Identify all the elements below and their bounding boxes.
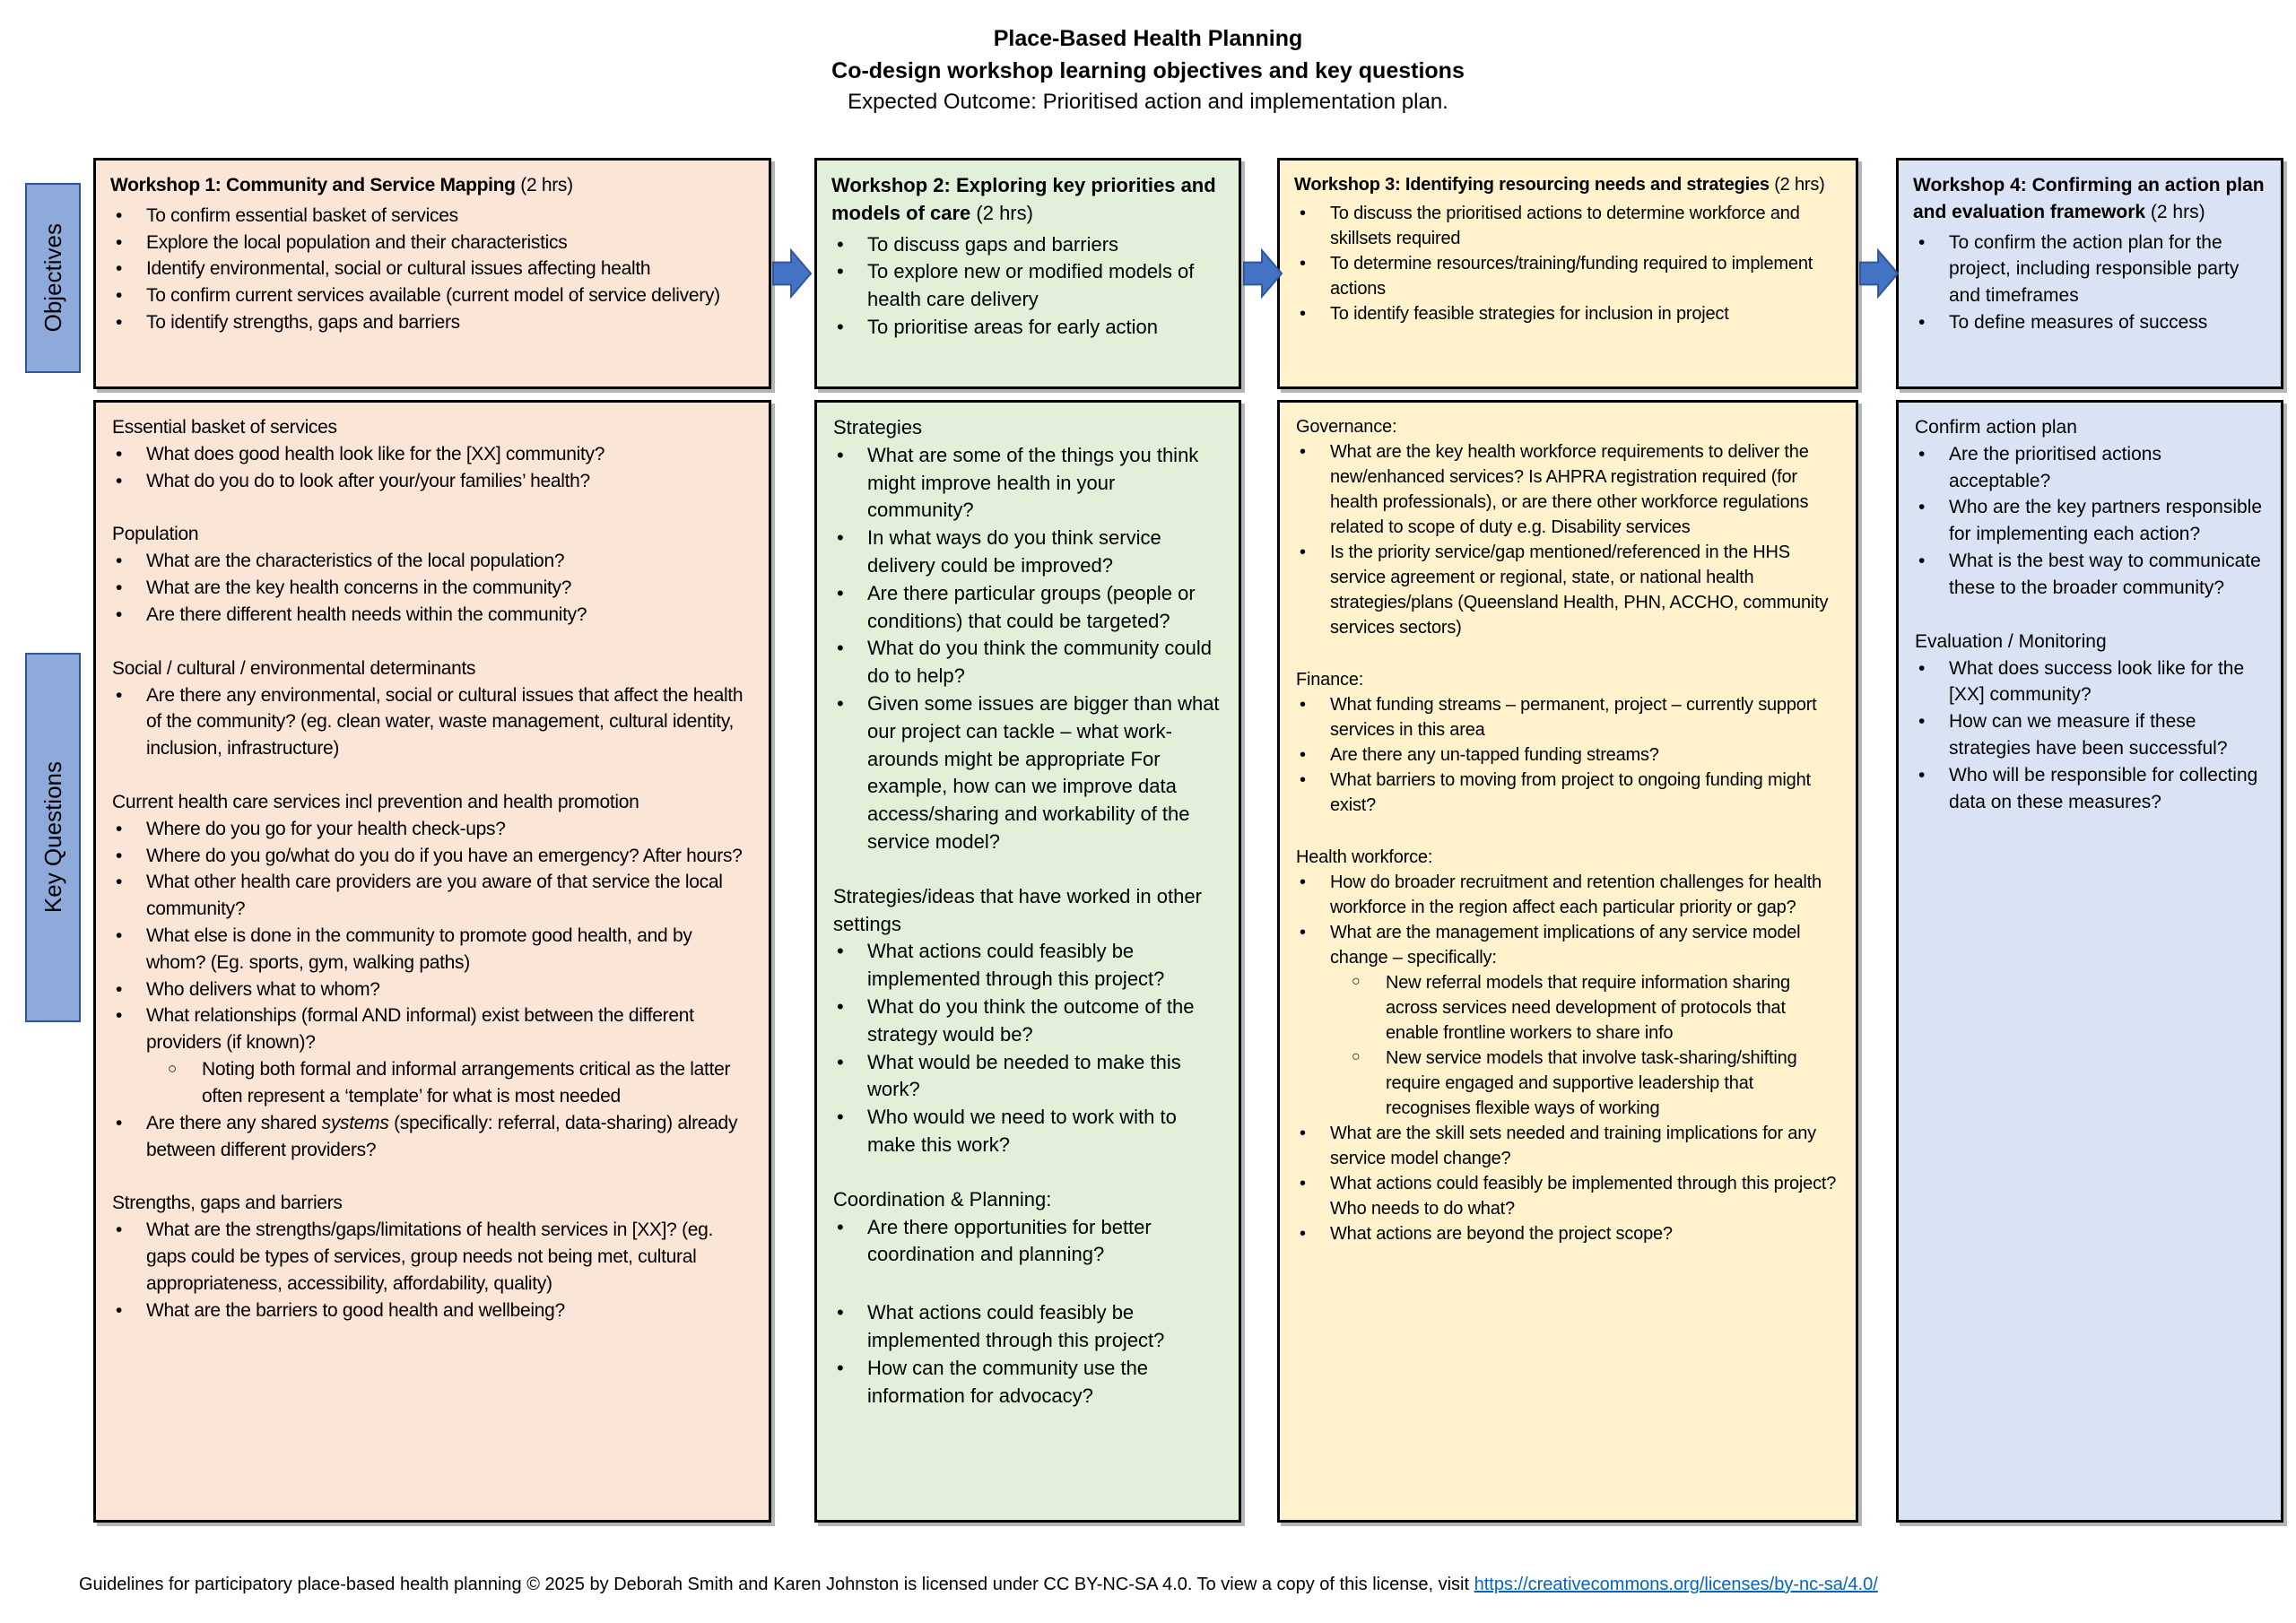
- bullet-marker: •: [1300, 872, 1306, 892]
- bullet-marker: •: [1300, 745, 1306, 765]
- question-section: [110, 1190, 754, 1324]
- bullet-marker: •: [116, 684, 123, 706]
- bullet-item: [110, 1110, 754, 1164]
- bullet-item: [110, 1002, 754, 1056]
- question-section: [1294, 845, 1841, 1246]
- bullet-item: [1913, 548, 2266, 602]
- question-section: [1913, 629, 2266, 816]
- bullet-marker: •: [116, 1219, 123, 1241]
- bullet-item: [1913, 762, 2266, 816]
- bullet-text: What barriers to moving from project to ongoing funding might exist?: [1330, 770, 1811, 815]
- bullet-item: [1913, 309, 2266, 336]
- bullet-item: [831, 525, 1224, 580]
- bullet-item: [110, 256, 754, 282]
- bullet-marker: ○: [1352, 1049, 1361, 1064]
- question-section: [1294, 667, 1841, 818]
- bullet-marker: •: [1918, 497, 1926, 518]
- bullet-text: In what ways do you think service delivery could be improved?: [867, 526, 1161, 577]
- bullet-item: [1294, 251, 1841, 301]
- bullet-item: [831, 580, 1224, 636]
- bullet-text: What else is done in the community to promote good health, and by whom? (Eg. sports, gym, walking paths): [146, 925, 692, 973]
- bullet-item: [110, 816, 754, 843]
- bullet-text: What do you do to look after your/your families’ health?: [146, 470, 590, 491]
- bullet-text: Are there different health needs within the community?: [146, 603, 587, 625]
- bullet-text: To identify feasible strategies for inclusion in project: [1330, 304, 1729, 324]
- bullet-marker: •: [116, 231, 123, 253]
- bullet-marker: •: [1300, 442, 1306, 462]
- bullet-marker: •: [1918, 231, 1926, 253]
- bullet-item: [110, 548, 754, 575]
- bullet-text: To prioritise areas for early action: [867, 315, 1159, 338]
- bullet-marker: •: [116, 978, 123, 1000]
- bullet-item: [831, 1299, 1224, 1355]
- workshop-title: Workshop 4: Confirming an action plan and evaluation framework (2 hrs): [1913, 175, 2265, 222]
- bullet-marker: •: [116, 285, 123, 307]
- bullet-item: [110, 1298, 754, 1324]
- bullet-text: What do you think the outcome of the strategy would be?: [867, 994, 1195, 1046]
- bullet-text: How do broader recruitment and retention challenges for health workforce in the region affect each particular priority or gap?: [1330, 872, 1822, 917]
- bullet-item: [110, 1217, 754, 1297]
- bullet-marker: •: [1918, 551, 1926, 572]
- bullet-marker: •: [116, 872, 123, 893]
- bullet-marker: •: [116, 443, 123, 464]
- bullet-item: [1294, 1221, 1841, 1246]
- question-section: [110, 521, 754, 628]
- bullet-item: [1294, 1171, 1841, 1221]
- bullet-text: What do you think the community could do to help?: [867, 637, 1212, 688]
- bullet-text: To confirm the action plan for the project, including responsible party and timeframes: [1949, 231, 2239, 307]
- section-heading: Finance:: [1296, 670, 1364, 690]
- bullet-marker: •: [1918, 711, 1926, 733]
- bullet-item: [831, 231, 1224, 259]
- bullet-text: How can we measure if these strategies have been successful?: [1949, 711, 2228, 759]
- bullet-marker: •: [116, 258, 123, 280]
- bullet-text: What actions could feasibly be implemented through this project?: [867, 1301, 1165, 1351]
- question-section: [110, 789, 754, 1163]
- bullet-text: Noting both formal and informal arrangements critical as the latter often represent a ‘template’ for what is most needed: [202, 1059, 731, 1107]
- section-heading: Strategies/ideas that have worked in other settings: [833, 884, 1202, 935]
- workshop4-objectives-box: [1896, 158, 2283, 389]
- bullet-text: Are there opportunities for better coordination and planning?: [867, 1215, 1152, 1266]
- bullet-item: [1913, 441, 2266, 495]
- bullet-text: To discuss gaps and barriers: [867, 232, 1119, 256]
- bullet-marker: •: [1300, 254, 1306, 273]
- bullet-marker: •: [116, 925, 123, 946]
- bullet-item: [110, 843, 754, 870]
- section-heading: Social / cultural / environmental determinants: [112, 657, 476, 679]
- section-heading: Population: [112, 524, 199, 545]
- bullet-text: What would be needed to make this work?: [867, 1050, 1181, 1101]
- sub-bullet-item: [1294, 970, 1841, 1046]
- bullet-item: [831, 258, 1224, 314]
- bullet-text: Who delivers what to whom?: [146, 978, 380, 1000]
- bullet-marker: •: [1300, 542, 1306, 562]
- bullet-item: [110, 575, 754, 602]
- bullet-item: [831, 442, 1224, 525]
- workshop2-objectives-box: [814, 158, 1241, 389]
- bullet-item: [110, 282, 754, 309]
- bullet-marker: •: [837, 232, 844, 256]
- bullet-item: [1913, 494, 2266, 548]
- bullet-item: [831, 1049, 1224, 1105]
- document-header: [0, 23, 2296, 117]
- workshop-title: Workshop 3: Identifying resourcing needs and strategies (2 hrs): [1294, 175, 1825, 195]
- bullet-item: [1294, 870, 1841, 920]
- section-heading: Essential basket of services: [112, 417, 337, 438]
- bullet-item: [1294, 692, 1841, 742]
- workshop3-objectives-box: [1277, 158, 1858, 389]
- bullet-item: [110, 869, 754, 923]
- bullet-marker: •: [116, 312, 123, 334]
- question-section: [1294, 414, 1841, 640]
- bullet-text: What other health care providers are you aware of that service the local community?: [146, 872, 723, 920]
- bullet-text: Given some issues are bigger than what our project can tackle – what work-arounds might be appropriate For example, how can we improve data access/sharing and workability of the service model?: [867, 691, 1220, 853]
- bullet-marker: •: [1918, 312, 1926, 334]
- bullet-text: Where do you go/what do you do if you have an emergency? After hours?: [146, 845, 743, 866]
- question-section: [831, 414, 1224, 856]
- bullet-item: [1294, 1121, 1841, 1171]
- bullet-text: Are there any un-tapped funding streams?: [1330, 745, 1659, 765]
- bullet-item: [831, 635, 1224, 690]
- bullet-text: To identify strengths, gaps and barriers: [146, 312, 460, 334]
- bullet-text: New service models that involve task-sharing/shifting require engaged and supportive leadership that recognises flexible ways of working: [1386, 1048, 1797, 1118]
- row-label-key-questions: [25, 653, 81, 1022]
- bullet-item: [1294, 201, 1841, 251]
- bullet-marker: •: [116, 1112, 123, 1133]
- bullet-marker: •: [837, 637, 844, 660]
- workshop-title: Workshop 2: Exploring key priorities and models of care (2 hrs): [831, 174, 1216, 224]
- workshop3-key-questions-box: [1277, 400, 1858, 1523]
- bullet-marker: •: [837, 1050, 844, 1073]
- bullet-marker: •: [837, 940, 844, 963]
- bullet-text: Explore the local population and their characteristics: [146, 231, 568, 253]
- bullet-item: [831, 994, 1224, 1049]
- bullet-item: [110, 923, 754, 976]
- bullet-text: What are the skill sets needed and training implications for any service model change?: [1330, 1124, 1816, 1168]
- bullet-text: What are the characteristics of the local population?: [146, 551, 565, 572]
- workshop-title: Workshop 1: Community and Service Mapping (2 hrs): [110, 175, 573, 195]
- bullet-item: [1913, 708, 2266, 762]
- flow-arrow-icon: [772, 247, 812, 300]
- bullet-text: What are the key health workforce requirements to deliver the new/enhanced services? Is AHPRA registration required (for health professionals), or are there other workforce regulations related to scope of duty e.g. Disability services: [1330, 442, 1809, 537]
- page-title: Place-Based Health Planning: [993, 26, 1303, 51]
- bullet-marker: •: [837, 1106, 844, 1129]
- row-label-key-questions-text: Key Questions: [39, 761, 66, 914]
- bullet-item: [1294, 439, 1841, 540]
- question-section: [110, 414, 754, 494]
- bullet-text: What actions are beyond the project scope?: [1330, 1224, 1673, 1244]
- bullet-marker: •: [116, 204, 123, 226]
- bullet-item: [831, 690, 1224, 856]
- bullet-item: [110, 441, 754, 468]
- bullet-text: Are there any shared systems (specifically: referral, data-sharing) already between different providers?: [146, 1112, 738, 1160]
- question-section: [831, 883, 1224, 1159]
- bullet-text: To confirm essential basket of services: [146, 204, 458, 226]
- bullet-text: What actions could feasibly be implemented through this project?: [867, 940, 1165, 991]
- bullet-text: To confirm current services available (current model of service delivery): [146, 285, 720, 307]
- workshop1-objectives-box: [93, 158, 771, 389]
- bullet-text: Who are the key partners responsible for implementing each action?: [1949, 497, 2263, 545]
- bullet-marker: •: [837, 691, 844, 715]
- license-footer: [79, 1575, 1878, 1595]
- bullet-text: How can the community use the information for advocacy?: [867, 1356, 1149, 1407]
- bullet-item: [831, 1214, 1224, 1270]
- bullet-item: [831, 314, 1224, 342]
- bullet-item: [831, 938, 1224, 994]
- bullet-marker: •: [1300, 770, 1306, 790]
- bullet-marker: •: [116, 1005, 123, 1027]
- bullet-marker: •: [837, 1356, 844, 1379]
- bullet-text: What are the management implications of any service model change – specifically:: [1330, 923, 1801, 968]
- bullet-marker: •: [1918, 443, 1926, 464]
- bullet-text: Who would we need to work with to make this work?: [867, 1106, 1177, 1156]
- bullet-text: What funding streams – permanent, project – currently support services in this area: [1330, 695, 1817, 740]
- bullet-item: [1294, 540, 1841, 640]
- bullet-item: [110, 309, 754, 336]
- question-section: [831, 1186, 1224, 1410]
- bullet-item: [831, 1355, 1224, 1410]
- bullet-marker: ○: [1352, 974, 1361, 989]
- bullet-text: What actions could feasibly be implemented through this project? Who needs to do what?: [1330, 1174, 1837, 1219]
- question-section: [110, 655, 754, 762]
- bullet-marker: •: [116, 818, 123, 839]
- bullet-text: To define measures of success: [1949, 312, 2208, 334]
- bullet-marker: •: [1918, 764, 1926, 785]
- bullet-text: What are some of the things you think might improve health in your community?: [867, 443, 1199, 522]
- bullet-text: What does success look like for the [XX] community?: [1949, 657, 2245, 706]
- bullet-text: Identify environmental, social or cultural issues affecting health: [146, 258, 651, 280]
- bullet-marker: •: [837, 315, 844, 338]
- section-heading: Health workforce:: [1296, 847, 1433, 867]
- bullet-text: What relationships (formal AND informal) exist between the different providers (if known)?: [146, 1005, 694, 1054]
- bullet-item: [1294, 742, 1841, 768]
- bullet-item: [110, 230, 754, 256]
- bullet-item: [110, 468, 754, 495]
- bullet-text: What is the best way to communicate these to the broader community?: [1949, 551, 2261, 598]
- bullet-marker: •: [1300, 1174, 1306, 1193]
- bullet-marker: •: [837, 1215, 844, 1238]
- bullet-item: [110, 976, 754, 1003]
- section-heading: Strengths, gaps and barriers: [112, 1193, 343, 1214]
- section-heading: Governance:: [1296, 417, 1397, 437]
- bullet-marker: •: [116, 845, 123, 866]
- expected-outcome: Expected Outcome: Prioritised action and implementation plan.: [848, 90, 1448, 114]
- bullet-marker: •: [1300, 1124, 1306, 1143]
- bullet-item: [1913, 655, 2266, 709]
- section-heading: Current health care services incl prevention and health promotion: [112, 791, 639, 812]
- bullet-text: What are the strengths/gaps/limitations of health services in [XX]? (eg. gaps could be types of services, group needs not being met, cultural appropriateness, accessibility, affordability, quality): [146, 1219, 714, 1294]
- bullet-marker: •: [837, 994, 844, 1018]
- workshop1-key-questions-box: [93, 400, 771, 1523]
- bullet-item: [110, 602, 754, 629]
- sub-bullet-item: [1294, 1046, 1841, 1121]
- bullet-item: [110, 203, 754, 230]
- bullet-marker: •: [1300, 1224, 1306, 1244]
- bullet-marker: •: [837, 526, 844, 550]
- section-heading: Coordination & Planning:: [833, 1187, 1052, 1211]
- workshop2-key-questions-box: [814, 400, 1241, 1523]
- bullet-marker: •: [116, 470, 123, 491]
- bullet-marker: •: [1918, 657, 1926, 679]
- bullet-text: To discuss the prioritised actions to determine workforce and skillsets required: [1330, 204, 1800, 248]
- bullet-marker: •: [116, 603, 123, 625]
- bullet-marker: •: [1300, 204, 1306, 223]
- bullet-marker: •: [116, 577, 123, 599]
- workshop4-key-questions-box: [1896, 400, 2283, 1523]
- bullet-text: Where do you go for your health check-ups?: [146, 818, 506, 839]
- question-section: [1913, 414, 2266, 602]
- flow-arrow-icon: [1243, 247, 1283, 300]
- license-link[interactable]: https://creativecommons.org/licenses/by-nc-sa/4.0/: [1474, 1575, 1878, 1594]
- bullet-marker: ○: [168, 1060, 177, 1078]
- section-heading: Confirm action plan: [1915, 417, 2077, 438]
- bullet-marker: •: [1300, 695, 1306, 715]
- bullet-marker: •: [837, 443, 844, 466]
- bullet-marker: •: [1300, 304, 1306, 324]
- bullet-marker: •: [837, 260, 844, 283]
- bullet-item: [831, 1104, 1224, 1159]
- bullet-text: To explore new or modified models of health care delivery: [867, 260, 1195, 311]
- bullet-marker: •: [837, 581, 844, 604]
- bullet-marker: •: [116, 551, 123, 572]
- bullet-text: Are there any environmental, social or cultural issues that affect the health of the community? (eg. clean water, waste management, cultural identity, inclusion, infrastructure): [146, 684, 744, 759]
- bullet-text: Are there particular groups (people or conditions) that could be targeted?: [867, 581, 1196, 632]
- bullet-item: [1294, 920, 1841, 970]
- bullet-text: Is the priority service/gap mentioned/referenced in the HHS service agreement or regional, state, or national health strategies/plans (Queensland Health, PHN, ACCHO, community services sectors): [1330, 542, 1829, 638]
- bullet-item: [1913, 230, 2266, 309]
- row-label-objectives: [25, 183, 81, 373]
- bullet-text: What are the key health concerns in the community?: [146, 577, 572, 599]
- bullet-text: Are the prioritised actions acceptable?: [1949, 443, 2161, 491]
- bullet-item: [110, 682, 754, 762]
- bullet-item: [1294, 301, 1841, 326]
- bullet-text: What are the barriers to good health and wellbeing?: [146, 1299, 565, 1321]
- section-heading: Evaluation / Monitoring: [1915, 630, 2107, 652]
- row-label-objectives-text: Objectives: [39, 223, 66, 333]
- bullet-text: What does good health look like for the [XX] community?: [146, 443, 605, 464]
- bullet-text: New referral models that require information sharing across services need development of protocols that enable frontline workers to share info: [1386, 973, 1790, 1043]
- license-text: Guidelines for participatory place-based health planning © 2025 by Deborah Smith and Karen Johnston is licensed under CC BY-NC-SA 4.0. To view a copy of this license, visit: [79, 1575, 1474, 1594]
- bullet-marker: •: [116, 1299, 123, 1321]
- bullet-item: [1294, 768, 1841, 818]
- section-heading: Strategies: [833, 416, 923, 438]
- bullet-text: Who will be responsible for collecting data on these measures?: [1949, 764, 2258, 812]
- bullet-marker: •: [837, 1301, 844, 1324]
- flow-arrow-icon: [1859, 247, 1899, 300]
- sub-bullet-item: [110, 1056, 754, 1110]
- bullet-marker: •: [1300, 923, 1306, 942]
- bullet-text: To determine resources/training/funding required to implement actions: [1330, 254, 1813, 299]
- page-subtitle: Co-design workshop learning objectives and key questions: [831, 57, 1465, 83]
